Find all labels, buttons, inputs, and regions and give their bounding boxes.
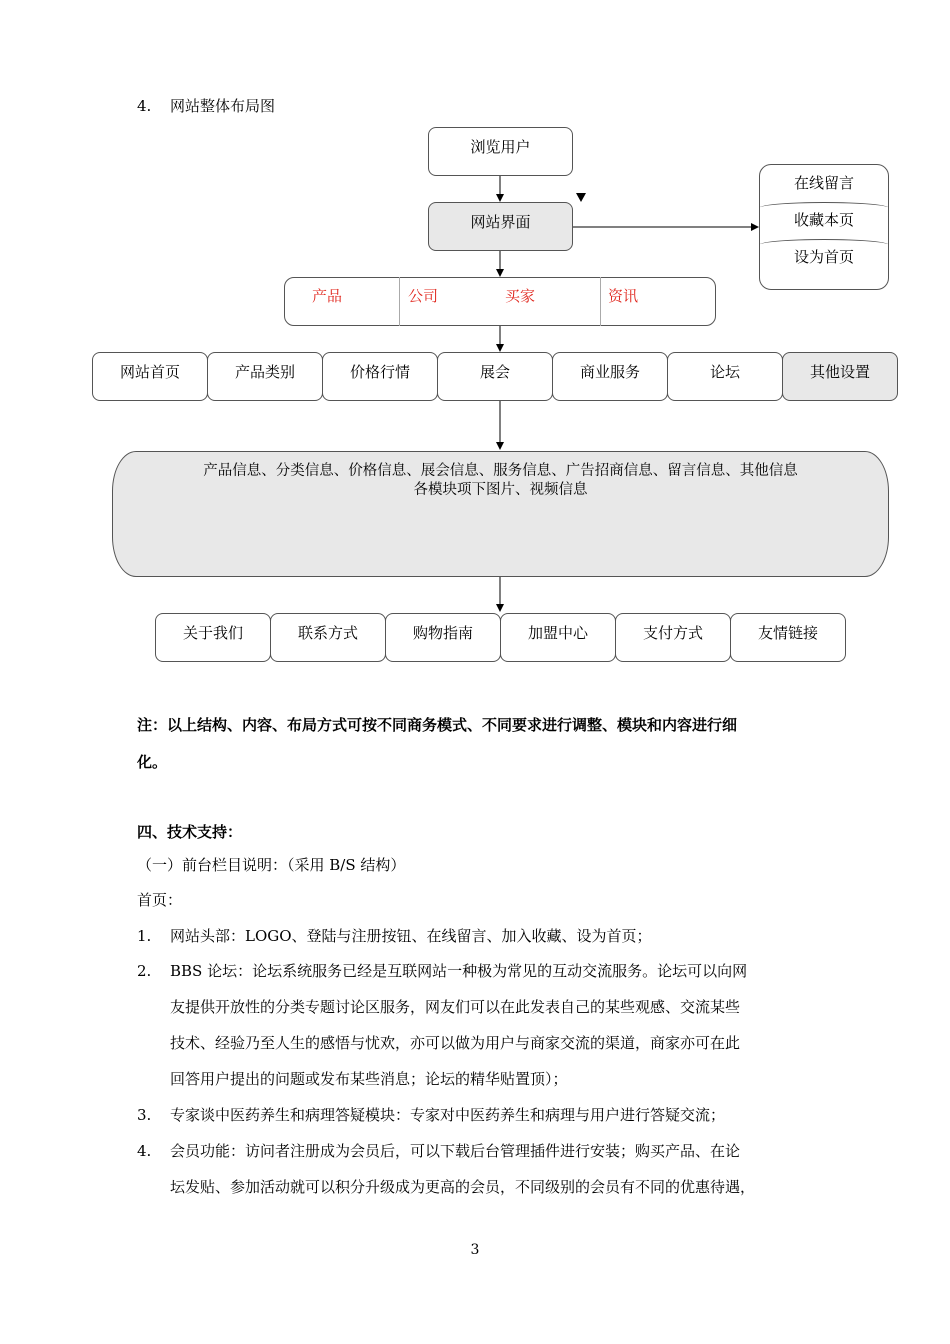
category-divider <box>399 277 400 326</box>
browse-user-node <box>428 127 573 176</box>
footer-label: 联系方式 <box>297 624 358 642</box>
browse-user-label: 浏览用户 <box>470 138 531 156</box>
footer-shopping-guide <box>385 613 501 662</box>
nav-product-category <box>207 352 323 401</box>
bookmark-page-label: 收藏本页 <box>793 211 854 229</box>
nav-label: 产品类别 <box>234 363 295 381</box>
category-news: 资讯 <box>608 287 639 305</box>
section-number: 4. <box>137 97 152 115</box>
footer-payment <box>615 613 731 662</box>
nav-price <box>322 352 438 401</box>
nav-label: 其他设置 <box>809 363 870 381</box>
footer-friend-links <box>730 613 846 662</box>
item-line: 会员功能：访问者注册成为会员后，可以下载后台管理插件进行安装；购买产品、在论 <box>170 1142 741 1160</box>
footer-label: 加盟中心 <box>527 624 588 642</box>
item-line: 回答用户提出的问题或发布某些消息；论坛的精华贴置顶）； <box>170 1070 568 1088</box>
footer-label: 购物指南 <box>412 624 473 642</box>
info-line-2: 各模块项下图片、视频信息 <box>413 482 588 498</box>
item-number: 1. <box>137 927 152 945</box>
item-number: 3. <box>137 1106 152 1124</box>
item-line: 坛发贴、参加活动就可以积分升级成为更高的会员，不同级别的会员有不同的优惠待遇， <box>170 1178 756 1196</box>
nav-forum <box>667 352 783 401</box>
note-line-1: 注：以上结构、内容、布局方式可按不同商务模式、不同要求进行调整、模块和内容进行细 <box>137 716 738 734</box>
site-interface-node <box>428 202 573 251</box>
item-number: 4. <box>137 1142 152 1160</box>
tech-subheading: （一）前台栏目说明：（采用 B/S 结构） <box>137 856 406 874</box>
category-buyer: 买家 <box>505 287 536 305</box>
nav-business-service <box>552 352 668 401</box>
nav-label: 论坛 <box>709 363 740 381</box>
category-divider <box>600 277 601 326</box>
section-title: 网站整体布局图 <box>170 97 276 115</box>
footer-about-us <box>155 613 271 662</box>
category-company: 公司 <box>408 287 439 305</box>
footer-label: 友情链接 <box>757 624 818 642</box>
item-line: 技术、经验乃至人生的感悟与忧欢，亦可以做为用户与商家交流的渠道，商家亦可在此 <box>170 1034 741 1052</box>
footer-label: 关于我们 <box>182 624 243 642</box>
nav-label: 价格行情 <box>349 363 410 381</box>
footer-franchise <box>500 613 616 662</box>
online-message-label: 在线留言 <box>793 174 854 192</box>
page-number: 3 <box>470 1242 480 1258</box>
footer-contact <box>270 613 386 662</box>
item-number: 2. <box>137 962 152 980</box>
category-bar <box>284 277 716 326</box>
item-line: 专家谈中医药养生和病理答疑模块：专家对中医药养生和病理与用户进行答疑交流； <box>170 1106 726 1124</box>
home-label: 首页： <box>137 891 183 909</box>
footer-label: 支付方式 <box>642 624 703 642</box>
nav-other-settings <box>782 352 898 401</box>
nav-home <box>92 352 208 401</box>
nav-label: 展会 <box>479 363 510 381</box>
site-interface-label: 网站界面 <box>470 213 531 231</box>
item-line: BBS 论坛：论坛系统服务已经是互联网站一种极为常见的互动交流服务。论坛可以向网 <box>170 962 748 980</box>
info-line-1: 产品信息、分类信息、价格信息、展会信息、服务信息、广告招商信息、留言信息、其他信息 <box>203 463 798 479</box>
note-line-2: 化。 <box>137 753 168 771</box>
set-homepage-label: 设为首页 <box>793 248 854 266</box>
category-product: 产品 <box>312 287 343 305</box>
nav-label: 商业服务 <box>579 363 640 381</box>
tech-heading: 四、技术支持： <box>137 823 243 841</box>
nav-exhibition <box>437 352 553 401</box>
item-line: 网站头部：LOGO、登陆与注册按钮、在线留言、加入收藏、设为首页； <box>170 927 652 945</box>
nav-label: 网站首页 <box>119 363 180 381</box>
item-line: 友提供开放性的分类专题讨论区服务，网友们可以在此发表自己的某些观感、交流某些 <box>170 998 741 1016</box>
